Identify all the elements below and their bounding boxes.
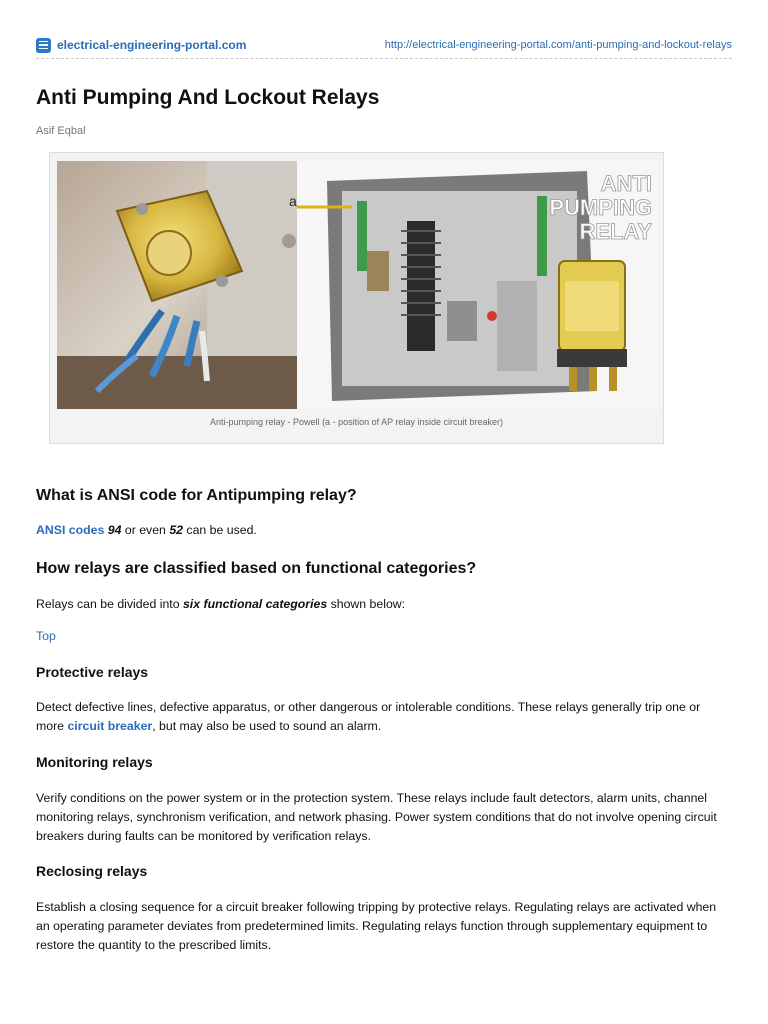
figure-caption: Anti-pumping relay - Powell (a - position of AP relay inside circuit breaker)	[210, 417, 503, 427]
article-figure	[49, 152, 664, 444]
relay-position-marker: a	[289, 193, 297, 209]
site-brand-link[interactable]	[36, 38, 246, 53]
classify-after-text: shown below:	[327, 597, 406, 611]
top-link[interactable]: Top	[36, 629, 56, 643]
header-divider	[36, 58, 732, 59]
protective-relays-heading: Protective relays	[36, 664, 149, 680]
author-name: Asif Eqbal	[36, 125, 86, 137]
overlay-title-line-1: ANTI	[600, 171, 652, 196]
classify-before-text: Relays can be divided into	[36, 597, 183, 611]
overlay-title-line-2: PUMPING	[549, 195, 652, 220]
relay-closeup-photo	[57, 161, 297, 409]
protective-text-2: , but may also be used to sound an alarm.	[152, 719, 382, 733]
protective-text-1: Detect defective lines, defective apparatus, or other dangerous or intolerable conditions. These relays generally trip one or more	[36, 700, 701, 733]
overlay-title-line-3: RELAY	[579, 219, 652, 244]
ansi-code-52: 52	[169, 523, 183, 537]
classify-answer	[36, 595, 726, 614]
ansi-or-text: or even	[121, 523, 170, 537]
classify-question-heading: How relays are classified based on functional categories?	[36, 560, 477, 577]
classify-emphasis: six functional categories	[182, 597, 328, 611]
top-link-paragraph	[36, 627, 726, 646]
document-list-icon	[36, 38, 51, 53]
monitoring-relays-text: Verify conditions on the power system or in the protection system. These relays include fault detectors, alarm units, channel monitoring relays, synchronism verification, and network phasing. Power system conditions that do not involve opening circuit breakers during faults can be monitored by verification relays.	[36, 791, 717, 843]
site-name: electrical-engineering-portal.com	[57, 38, 247, 52]
monitoring-relays-heading: Monitoring relays	[36, 754, 153, 770]
protective-relays-text	[36, 698, 726, 736]
reclosing-relays-text: Establish a closing sequence for a circuit breaker following tripping by protective relays. Regulating relays are activated when an operating parameter deviates from predetermined limits. Regulating relays function through supplementary equipment to restore the quantity to the prescribed limits.	[36, 900, 717, 952]
ansi-answer	[36, 521, 726, 540]
site-header	[36, 33, 732, 57]
page-title: Anti Pumping And Lockout Relays	[36, 86, 380, 109]
article-url-link[interactable]: http://electrical-engineering-portal.com/anti-pumping-and-lockout-relays	[384, 39, 732, 51]
reclosing-relays-heading: Reclosing relays	[36, 863, 148, 879]
ansi-code-94: 94	[107, 523, 122, 537]
circuit-breaker-photo	[289, 161, 658, 409]
ansi-end-text: can be used.	[183, 523, 257, 537]
circuit-breaker-link[interactable]: circuit breaker	[67, 719, 153, 733]
ansi-question-heading: What is ANSI code for Antipumping relay?	[36, 487, 357, 504]
ansi-codes-link[interactable]: ANSI codes	[36, 523, 105, 537]
